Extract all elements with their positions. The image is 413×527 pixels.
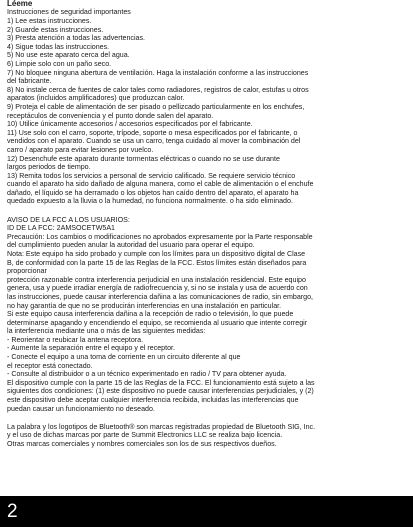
safety-line: 8) No instale cerca de fuentes de calor tales como radiadores, registros de calor, estufas u otros bbox=[7, 85, 309, 94]
fcc-line: proporcionar bbox=[7, 267, 47, 276]
fcc-line: este dispositivo debe aceptar cualquier interferencia recibida, incluidas las interferencias que bbox=[7, 396, 299, 405]
fcc-line: - Consulte al distribuidor o a un técnico experimentado en radio / TV para obtener ayuda. bbox=[7, 370, 287, 379]
fcc-line: las instrucciones, puede causar interferencia dañina a las comunicaciones de radio, sin embargo, bbox=[7, 292, 313, 301]
fcc-line: - Reorientar o reubicar la antena receptora. bbox=[7, 335, 144, 344]
fcc-line: - Conecte el equipo a una toma de corriente en un circuito diferente al que bbox=[7, 353, 241, 362]
safety-line: 6) Limpie solo con un paño seco. bbox=[7, 59, 112, 68]
fcc-id: ID DE LA FCC: 2AMSOCETW5A1 bbox=[7, 224, 116, 233]
safety-line: 9) Proteja el cable de alimentación de ser pisado o pellizcado particularmente en los enchufes, bbox=[7, 102, 305, 111]
safety-instructions bbox=[7, 8, 407, 206]
safety-line: del fabricante. bbox=[7, 77, 52, 86]
safety-line: 10) Utilice únicamente accesorios / accesorios especificados por el fabricante. bbox=[7, 120, 253, 129]
safety-line: aparatos (incluidos amplificadores) que produzcan calor. bbox=[7, 94, 185, 103]
fcc-line: siguientes dos condiciones: (1) este dispositivo no puede causar interferencias perjudiciales, y (2) bbox=[7, 387, 314, 396]
fcc-line: determinarse apagando y encendiendo el equipo, se recomienda al usuario que intente corregir bbox=[7, 318, 308, 327]
fcc-line: no hay garantía de que no se producirán interferencias en una instalación en particular. bbox=[7, 301, 282, 310]
fcc-line: del cumplimiento pueden anular la autoridad del usuario para operar el equipo. bbox=[7, 241, 255, 250]
fcc-line: Nota: Este equipo ha sido probado y cumple con los límites para un dispositivo digital de Clase bbox=[7, 249, 306, 258]
safety-line: 7) No bloquee ninguna abertura de ventilación. Haga la instalación conforme a las instrucciones bbox=[7, 68, 309, 77]
fcc-line: genera, usa y puede irradiar energía de radiofrecuencia y, si no se instala y usa de acuerdo con bbox=[7, 284, 308, 293]
fcc-line: - Aumente la separación entre el equipo y el receptor. bbox=[7, 344, 175, 353]
safety-line: largos periodos de tiempo. bbox=[7, 163, 91, 172]
document-title: Léeme bbox=[7, 0, 33, 8]
safety-line: 3) Presta atención a todas las advertencias. bbox=[7, 34, 146, 43]
safety-line: 13) Remita todos los servicios a personal de servicio calificado. Se requiere servicio técnico bbox=[7, 171, 296, 180]
fcc-line: El dispositivo cumple con la parte 15 de las Reglas de la FCC. El funcionamiento está sujeto a las bbox=[7, 378, 315, 387]
fcc-line: Si este equipo causa interferencia dañina a la recepción de radio o televisión, lo que puede bbox=[7, 310, 294, 319]
safety-line: 12) Desenchufe este aparato durante tormentas eléctricas o cuando no se use durante bbox=[7, 154, 280, 163]
section-gap bbox=[7, 206, 407, 216]
trademark-line: Otras marcas comerciales y nombres comerciales son los de sus respectivos dueños. bbox=[7, 439, 277, 448]
fcc-line: B, de conformidad con la parte 15 de las Reglas de la FCC. Estos límites están diseñados para bbox=[7, 258, 307, 267]
fcc-line: protección razonable contra interferencia perjudicial en una instalación residencial. Este equipo bbox=[7, 275, 306, 284]
safety-line: 2) Guarde estas instrucciones. bbox=[7, 25, 104, 34]
trademark-line: y el uso de dichas marcas por parte de Summit Electronics LLC se realiza bajo licencia. bbox=[7, 431, 283, 440]
trademark-line: La palabra y los logotipos de Bluetooth® son marcas registradas propiedad de Bluetooth SIG, Inc. bbox=[7, 422, 316, 431]
fcc-line: la interferencia mediante una o más de las siguientes medidas: bbox=[7, 327, 206, 336]
safety-line: vendidos con el aparato. Cuando se usa un carro, tenga cuidado al mover la combinación del bbox=[7, 137, 301, 146]
safety-heading: Instrucciones de seguridad importantes bbox=[7, 8, 131, 17]
safety-line: dañado, el líquido se ha derramado o los objetos han caído dentro del aparato, el aparato ha bbox=[7, 188, 299, 197]
safety-line: 5) No use este aparato cerca del agua. bbox=[7, 51, 130, 60]
section-gap bbox=[7, 413, 407, 423]
fcc-notice bbox=[7, 216, 407, 414]
safety-line: cuando el aparato ha sido dañado de alguna manera, como el cable de alimentación o el enchufe bbox=[7, 180, 314, 189]
safety-line: carro / aparato para evitar lesiones por vuelco. bbox=[7, 145, 154, 154]
safety-line: receptáculos de conveniencia y el punto donde salen del aparato. bbox=[7, 111, 214, 120]
fcc-line: Precaución: Los cambios o modificaciones no aprobados expresamente por la Parte responsable bbox=[7, 232, 313, 241]
trademark-notice bbox=[7, 423, 407, 449]
safety-line: 11) Use solo con el carro, soporte, trípode, soporte o mesa especificados por el fabricante, o bbox=[7, 128, 298, 137]
fcc-line: puedan causar un funcionamiento no deseado. bbox=[7, 404, 155, 413]
fcc-heading: AVISO DE LA FCC A LOS USUARIOS: bbox=[7, 215, 130, 224]
safety-line: 4) Sigue todas las instrucciones. bbox=[7, 42, 110, 51]
safety-line: 1) Lee estas instrucciones. bbox=[7, 17, 92, 25]
safety-line: quedado expuesto a la lluvia o la humedad, no funciona normalmente. o ha sido eliminado. bbox=[7, 197, 293, 206]
fcc-line: el receptor está conectado. bbox=[7, 361, 93, 370]
page-footer-bar bbox=[0, 496, 413, 527]
page-number: 2 bbox=[7, 501, 18, 522]
